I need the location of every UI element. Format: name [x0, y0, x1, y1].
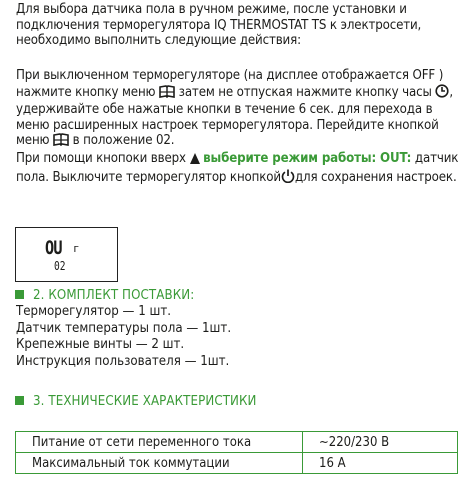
thermostat-display [15, 227, 118, 282]
section-title: 3. ТЕХНИЧЕСКИЕ ХАРАКТЕРИСТИКИ [33, 394, 257, 409]
section-bullet-square [15, 396, 24, 405]
specs-table [15, 431, 458, 474]
mode-highlight: выберите режим работы: OUT: [203, 150, 412, 166]
step-text-7: датчик пола. Выключите терморегулятор кнопкой [16, 150, 459, 185]
step-text-2: затем не отпуская нажмите кнопку часы [178, 84, 432, 100]
step-text-5: При помощи кнопоки вверх [16, 150, 186, 166]
clock-icon [435, 84, 449, 103]
section-delivery-heading [15, 288, 194, 303]
list-item: Инструкция пользователя — 1шт. [16, 353, 230, 369]
table-cell-value: 16 А [303, 453, 458, 474]
list-item: Датчик температуры пола — 1шт. [16, 320, 232, 336]
display-setting-number: 02 [54, 259, 66, 273]
table-cell-value: ~220/230 В [303, 432, 458, 453]
table-cell-param: Питание от сети переменного тока [16, 432, 303, 453]
step-text-3: , удерживайте обе нажатые кнопки в течение 6 сек. для перехода в меню расширенных настроек терморегулятора. Перейдите кнопкой меню [16, 84, 453, 149]
triangle-up-icon [190, 153, 200, 169]
display-sub-readout: г [73, 242, 80, 255]
intro-paragraph: Для выбора датчика пола в ручном режиме, после установки и подключения терморегулятора IQ THERMOSTAT TS к электросети, необходимо выполнить следующие действия: [16, 2, 422, 49]
power-icon [281, 169, 295, 188]
step-text-4: в положение 02. [72, 133, 175, 149]
table-cell-param: Максимальный ток коммутации [16, 453, 303, 474]
book-icon [53, 133, 69, 151]
table-row [16, 453, 458, 474]
list-item: Крепежные винты — 2 шт. [16, 337, 185, 352]
section-title: 2. КОМПЛЕКТ ПОСТАВКИ: [33, 288, 195, 303]
section-specs-heading [15, 394, 257, 409]
display-main-readout: OU [45, 237, 62, 259]
step-text-1: При выключенном терморегуляторе (на дисплее отображается OFF ) нажмите кнопку меню [16, 68, 444, 100]
list-item: Терморегулятор — 1 шт. [16, 304, 172, 319]
step-text-8: для сохранения настроек. [294, 169, 457, 185]
book-icon [159, 85, 175, 103]
instructions-paragraph [16, 68, 462, 187]
delivery-list [16, 304, 231, 370]
table-row [16, 432, 458, 453]
section-bullet-square [15, 290, 24, 299]
